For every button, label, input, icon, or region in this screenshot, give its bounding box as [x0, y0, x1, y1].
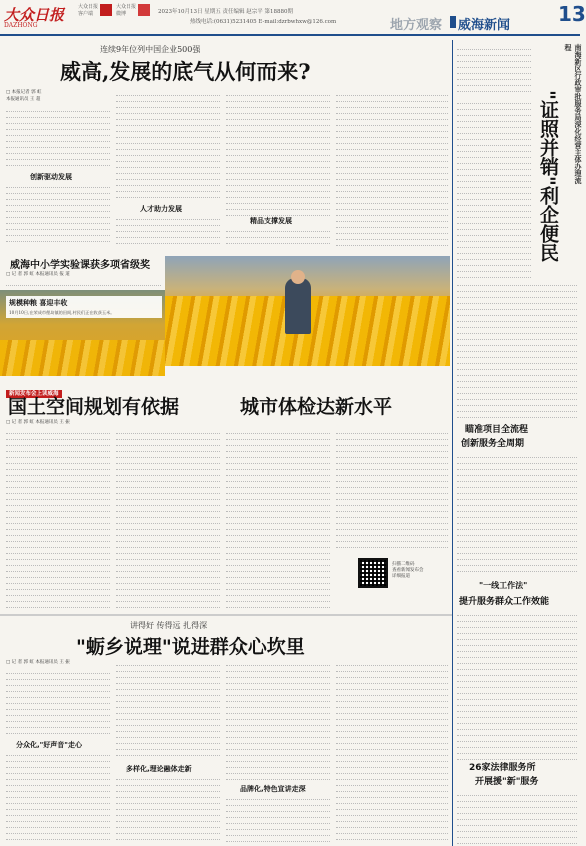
lead-subhead-1: 创新驱动发展 [30, 173, 72, 181]
bottom-headline: "蛎乡说理"说进群众心坎里 [76, 636, 305, 658]
weibo-label: 大众日报 微博 [116, 4, 137, 17]
right-body-mid [457, 98, 531, 278]
bottom-body-col1 [6, 668, 110, 738]
right-body-top [457, 44, 531, 94]
bottom-body-col1b [6, 750, 110, 842]
lead-body-col2b [116, 214, 220, 248]
right-item4-headline-2: 开展援"新"服务 [475, 777, 539, 787]
bottom-body-col2b [116, 774, 220, 842]
photo-caption-headline: 规模种粮 喜迎丰收 [9, 299, 68, 307]
lead-subhead-3: 精品支撑发展 [250, 217, 292, 225]
right-headline: "证照并销"利企便民 [537, 90, 559, 262]
section-divider-icon [450, 16, 456, 28]
right-item3-body [457, 610, 577, 760]
bottom-byline: □ 记 者 郭 虹 本报通讯员 王 振 [6, 660, 70, 665]
farmer-head-icon [291, 270, 305, 284]
school-byline: □ 记 者 郭 虹 本报通讯员 报 道 [6, 272, 70, 277]
right-item2-body [457, 452, 577, 576]
masthead [0, 0, 586, 36]
feature-headline-left: 国土空间规划有依据 [8, 396, 180, 418]
lead-body-col2 [116, 90, 220, 200]
feature-body-col3 [226, 428, 330, 610]
bottom-body-col4 [336, 660, 448, 842]
right-item4-body [457, 790, 577, 844]
bottom-kicker: 讲得好 传得远 扎得深 [130, 621, 208, 630]
right-column [455, 40, 583, 846]
newspaper-logo: 大众日报 [4, 6, 65, 24]
column-divider [452, 40, 453, 846]
qr-code-icon [100, 4, 112, 16]
photo-caption-text: 10月10日,在荣成市俚岛镇的田间,村民们正在收获玉米。 [9, 310, 115, 315]
lead-article [0, 40, 452, 250]
bottom-subhead-3: 品牌化,特色宣讲走深 [240, 785, 306, 793]
lead-body-col1 [6, 106, 110, 170]
lead-body-col4 [336, 90, 448, 248]
client-label: 大众日报 客户端 [78, 4, 99, 17]
section-header [390, 12, 560, 34]
corn-pile-icon [0, 340, 165, 376]
section-label-blue: 威海新闻 [458, 18, 511, 33]
harvest-photo-small [0, 290, 165, 376]
right-item2-headline-1: 瞄准项目全流程 [465, 425, 529, 435]
bottom-subhead-2: 多样化,理论融体走新 [126, 765, 192, 773]
right-kicker: 南海新区行政审批服务局深化经营主体办理流程 [564, 44, 583, 184]
page-number: 13 [558, 2, 586, 26]
harvest-photo-large [165, 256, 450, 366]
feature-body-col1 [6, 428, 110, 610]
school-article [0, 252, 165, 292]
feature-byline: □ 记 者 郭 虹 本报通讯员 王 振 [6, 420, 70, 425]
feature-body-col4 [336, 428, 448, 554]
lead-byline-1: □ 本报记者 郭 虹 [6, 90, 42, 95]
feature-headline-right: 城市体检达新水平 [240, 396, 393, 418]
qr-code-icon[interactable] [358, 558, 388, 588]
feature-body-col2 [116, 428, 220, 610]
right-item3-kicker: "一线工作法" [479, 581, 528, 590]
photo-caption-box [6, 296, 162, 318]
lead-headline: 威高,发展的底气从何而来? [60, 59, 311, 84]
bottom-body-col3 [226, 660, 330, 780]
lead-body-col3b [226, 226, 330, 248]
bottom-body-col2 [116, 660, 220, 760]
issue-date: 2023年10月13日 星期五 责任编辑 赵宗平 第18880期 [158, 9, 293, 15]
contact-info: 热线电话:(0631)5231405 E-mail:dzrbwhxw@126.com [190, 19, 337, 25]
right-item2-headline-2: 创新服务全周期 [461, 439, 525, 449]
lead-subhead-2: 人才助力发展 [140, 205, 182, 213]
feature-tag: 新闻发布会上读威海 [6, 390, 62, 398]
lead-byline-2: 本报通讯员 王 超 [6, 97, 41, 102]
right-item3-headline: 提升服务群众工作效能 [459, 597, 550, 607]
logo-subtitle: DAZHONG [4, 22, 38, 29]
section-label-gray: 地方观察 [390, 18, 443, 33]
school-headline: 威海中小学实验课获多项省级奖 [10, 260, 150, 271]
farmer-figure-icon [285, 278, 311, 334]
lead-body-col3 [226, 90, 330, 220]
bottom-body-col3b [226, 794, 330, 842]
weibo-qr-icon [138, 4, 150, 16]
lead-body-col1b [6, 182, 110, 246]
right-body-lower [457, 280, 577, 420]
lead-kicker: 连续9年位列中国企业500强 [100, 45, 201, 54]
qr-caption: 扫描二维码 查看新闻发布会 详细报道 [392, 562, 424, 579]
bottom-subhead-1: 分众化,"好声音"走心 [16, 741, 82, 749]
section-rule [0, 614, 452, 616]
right-item4-headline-1: 26家法律服务所 [469, 763, 536, 773]
